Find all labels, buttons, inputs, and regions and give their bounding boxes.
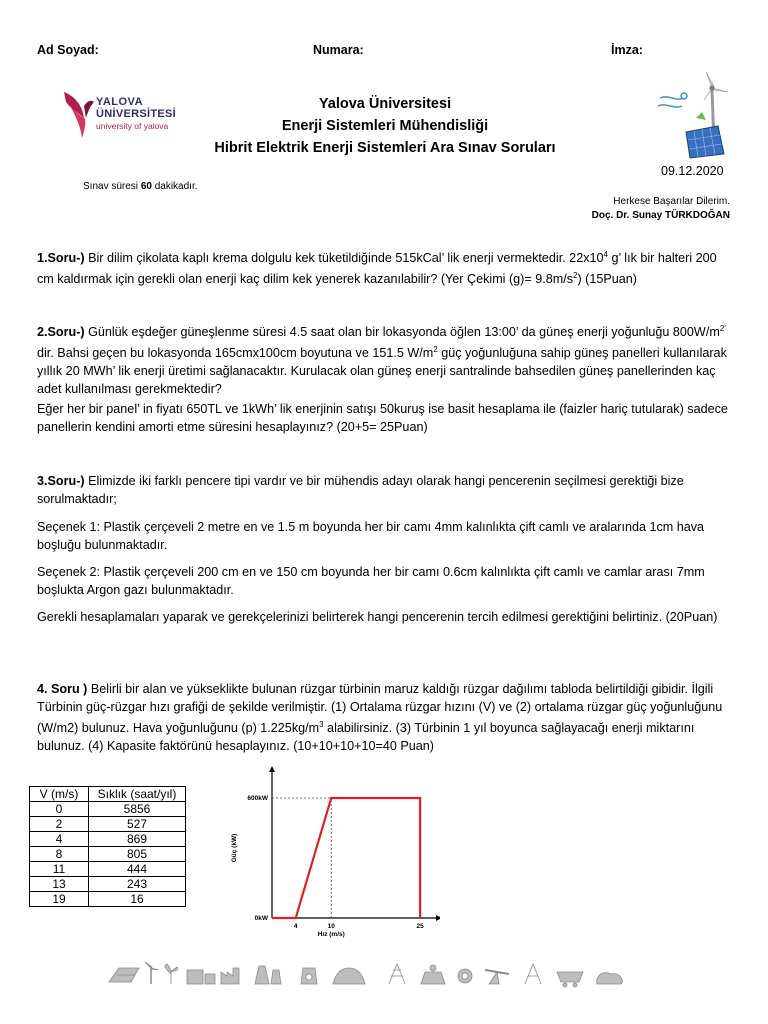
- wind-frequency-table: [29, 786, 186, 907]
- wind-solar-illustration-icon: [656, 70, 736, 160]
- y-tick-label: 600kW: [247, 795, 268, 802]
- table-cell: 805: [89, 847, 186, 862]
- name-label: Ad Soyad:: [37, 43, 99, 57]
- power-curve-line: [272, 798, 420, 918]
- title-exam: Hibrit Elektrik Enerji Sistemleri Ara Sınav Soruları: [214, 140, 556, 156]
- butterfly-logo-icon: [60, 88, 96, 140]
- wind-turbine-icon: [145, 962, 159, 984]
- author-name: Doç. Dr. Sunay TÜRKDOĞAN: [591, 210, 730, 221]
- question-3-option-1: Seçenek 1: Plastik çerçeveli 2 metre en ve 1.5 m boyunda her bir camı 4mm kalınlıkta çift camlı ve aralarında 1cm hava boşluğu bulunmaktadır.: [37, 520, 705, 552]
- title-university: Yalova Üniversitesi: [318, 96, 452, 112]
- oil-pump-icon: [485, 970, 509, 984]
- mining-cart-icon: [557, 972, 583, 987]
- y-tick-label: 0kW: [254, 915, 268, 922]
- table-cell: 19: [30, 892, 89, 907]
- derrick-icon: [525, 964, 541, 984]
- table-cell: 869: [89, 832, 186, 847]
- question-4: 4. Soru ) Belirli bir alan ve yükseklikte bulunan rüzgar türbinin maruz kaldığı rüzgar dağılımı tabloda belirtildiği gibidir. İlgili Türbinin güç-rüzgar hızı grafiği de şekilde verilmiştir. (1) Ortalama rüzgar hızını (V) ve (2) ortalama rüzgar güç yoğunluğunu (W/m2) bulunuz. Hava yoğunluğunu (p) $1.225kg/m^3$ alabilirsiniz. (3) Türbinin 1 yıl boyunca sağlayacağı enerji miktarını bulunuz. (4) Kapasite faktörünü hesaplayınız. (10+10+10+10=40 Puan): [37, 682, 723, 754]
- table-cell: 13: [30, 877, 89, 892]
- table-cell: 243: [89, 877, 186, 892]
- energy-icons-footer: [105, 960, 665, 990]
- question-1: 1.Soru-) Bir dilim çikolata kaplı krema dolgulu kek tüketildiğinde 515kCal’ lik enerji vermektedir. $22x10^4$ g’ lık bir halteri 200 cm kaldırmak için gerekli olan enerji kaç dilim kek yenerek kazanılabilir? (Yer Çekimi $(g)= 9.8m/s^2$) (15Puan): [37, 250, 717, 287]
- signature-label: İmza:: [611, 43, 643, 57]
- x-tick-label: 25: [416, 923, 424, 930]
- hydro-icon: [333, 968, 365, 984]
- grid-tower-icon: [389, 964, 405, 984]
- nuclear-icon: [301, 968, 317, 984]
- question-3-option-2: Seçenek 2: Plastik çerçeveli 200 cm en ve 150 cm boyunda her bir camı 0.6cm kalınlıkta çift camlı ve camlar arası 7mm boşlukta Argon gazı bulunmaktadır.: [37, 565, 705, 597]
- exam-date: 09.12.2020: [661, 164, 724, 178]
- table-row: [30, 892, 186, 907]
- table-header-cell: Sıklık (saat/yıl): [89, 787, 186, 802]
- number-label: Numara:: [313, 43, 364, 57]
- coal-icon: [597, 973, 623, 984]
- table-cell: 0: [30, 802, 89, 817]
- question-2: 2.Soru-) Günlük eşdeğer güneşlenme süresi 4.5 saat olan bir lokasyonda öğlen 13:00’ da güneş enerji yoğunluğu $800W/m^{2’}$ dir. Bahsi geçen bu lokasyonda 165cmx100cm boyutuna ve 151.5 $W/m^2$ güç yoğunluğuna sahip güneş panelleri kullanılarak yıllık 20 MWh’ lik enerji üretimi sağlanacaktır. Kurulacak olan güneş enerji santralinde bahsedilen güneş panellerinden kaç adet kullanılması gerekmektedir?: [37, 324, 727, 397]
- y-axis-label: Güç (kW): [231, 833, 238, 863]
- question-3: 3.Soru-) Elimizde iki farklı pencere tipi vardır ve bir mühendis adayı olarak hangi pencerenin seçilmesi gerektiği bize sorulmaktadır;: [37, 474, 684, 506]
- table-header-row: [30, 787, 186, 802]
- table-row: [30, 817, 186, 832]
- table-row: [30, 832, 186, 847]
- title-department: Enerji Sistemleri Mühendisliği: [281, 118, 489, 134]
- logo-line2: ÜNİVERSİTESİ: [96, 108, 177, 120]
- x-tick-label: 4: [293, 923, 298, 930]
- power-plant-icon: [255, 966, 281, 984]
- table-cell: 444: [89, 862, 186, 877]
- question-2-part-b: Eğer her bir panel’ in fiyatı 650TL ve 1kWh’ lik enerjinin satışı 50kuruş ise basit hesaplama ile (faizler hariç tutularak) sadece panellerin kendini amorti etme süresini hesaplayınız? (20+5= 25Puan): [37, 402, 728, 434]
- table-row: [30, 862, 186, 877]
- table-cell: 16: [89, 892, 186, 907]
- power-curve-chart: [220, 760, 440, 945]
- exam-duration: Sınav süresi 60 dakikadır.: [83, 181, 198, 192]
- gear-energy-icon: [458, 969, 472, 983]
- table-cell: 2: [30, 817, 89, 832]
- solar-panel-icon: [109, 968, 139, 982]
- table-cell: 8: [30, 847, 89, 862]
- table-cell: 527: [89, 817, 186, 832]
- table-row: [30, 877, 186, 892]
- university-logo: [60, 88, 190, 140]
- logo-line3: university of yalova: [96, 121, 169, 131]
- logo-line1: YALOVA: [96, 96, 144, 108]
- table-row: [30, 802, 186, 817]
- plant-icon: [165, 964, 178, 984]
- table-row: [30, 847, 186, 862]
- battery-icon: [187, 970, 215, 984]
- x-tick-label: 10: [327, 923, 335, 930]
- factory-icon: [221, 968, 239, 984]
- biomass-icon: [421, 965, 445, 984]
- table-cell: 5856: [89, 802, 186, 817]
- x-axis-arrow: [436, 915, 440, 921]
- x-axis-label: Hız (m/s): [317, 931, 345, 938]
- question-3-closing: Gerekli hesaplamaları yaparak ve gerekçelerinizi belirterek hangi pencerenin tercih edilmesi gerektiğini belirtiniz. (20Puan): [37, 610, 718, 624]
- y-axis-arrow: [269, 766, 275, 772]
- table-cell: 11: [30, 862, 89, 877]
- wishes-text: Herkese Başarılar Dilerim.: [613, 196, 730, 207]
- table-cell: 4: [30, 832, 89, 847]
- table-header-cell: V (m/s): [30, 787, 89, 802]
